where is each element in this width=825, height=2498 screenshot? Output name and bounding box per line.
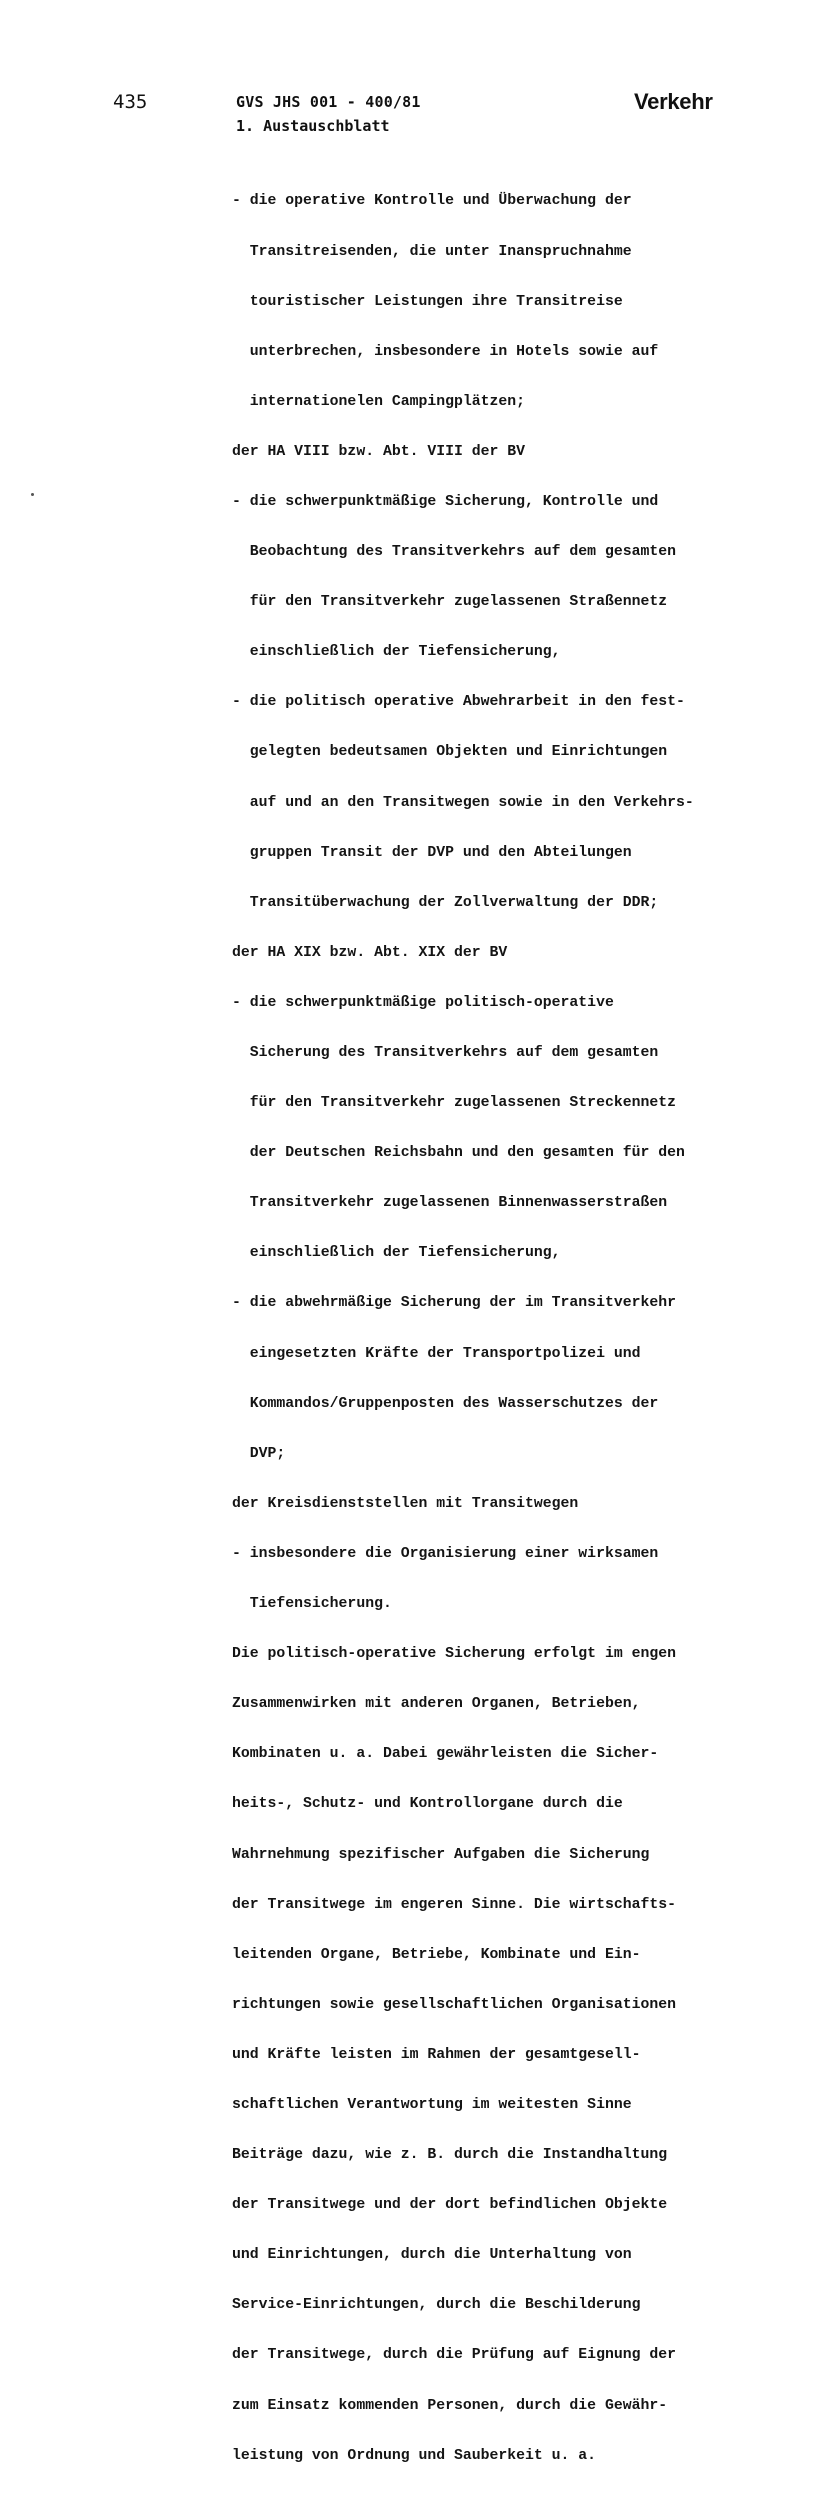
text-line: gelegten bedeutsamen Objekten und Einrichtungen: [232, 744, 668, 761]
text-line: einschließlich der Tiefensicherung,: [232, 1245, 561, 1262]
text-line: Wahrnehmung spezifischer Aufgaben die Sicherung: [232, 1846, 650, 1863]
text-line: Beiträge dazu, wie z. B. durch die Instandhaltung: [232, 2147, 668, 2164]
text-line: - die abwehrmäßige Sicherung der im Transitverkehr: [232, 1295, 676, 1312]
text-line: und Kräfte leisten im Rahmen der gesamtgesell-: [232, 2046, 641, 2063]
text-line: unterbrechen, insbesondere in Hotels sowie auf: [232, 343, 659, 360]
text-line: schaftlichen Verantwortung im weitesten Sinne: [232, 2096, 632, 2113]
text-line: Zusammenwirken mit anderen Organen, Betrieben,: [232, 1696, 641, 1713]
text-line: - die schwerpunktmäßige Sicherung, Kontrolle und: [232, 493, 659, 510]
text-line: der Deutschen Reichsbahn und den gesamten für den: [232, 1145, 685, 1162]
text-line: für den Transitverkehr zugelassenen Straßennetz: [232, 594, 668, 611]
text-line: für den Transitverkehr zugelassenen Streckennetz: [232, 1095, 676, 1112]
text-line: gruppen Transit der DVP und den Abteilungen: [232, 844, 632, 861]
text-line: der HA VIII bzw. Abt. VIII der BV: [232, 443, 526, 460]
text-line: - die schwerpunktmäßige politisch-operative: [232, 994, 614, 1011]
text-line: Sicherung des Transitverkehrs auf dem gesamten: [232, 1045, 659, 1061]
text-line: Beobachtung des Transitverkehrs auf dem gesamten: [232, 544, 676, 561]
text-line: der HA XIX bzw. Abt. XIX der BV: [232, 944, 508, 961]
text-line: Kombinaten u. a. Dabei gewährleisten die Sicher-: [232, 1746, 659, 1763]
sheet-label: 1. Austauschblatt: [236, 117, 390, 135]
text-line: touristischer Leistungen ihre Transitreise: [232, 293, 623, 310]
text-line: Die politisch-operative Sicherung erfolgt im engen: [232, 1646, 676, 1663]
text-line: internationelen Campingplätzen;: [232, 393, 526, 410]
section-title: Verkehr: [634, 89, 713, 114]
text-line: heits-, Schutz- und Kontrollorgane durch die: [232, 1796, 623, 1813]
text-line: und Einrichtungen, durch die Unterhaltung von: [232, 2247, 632, 2264]
text-line: - die operative Kontrolle und Überwachung der: [232, 193, 632, 210]
text-line: auf und an den Transitwegen sowie in den Verkehrs-: [232, 794, 694, 811]
text-line: Tiefensicherung.: [232, 1596, 392, 1613]
text-line: DVP;: [232, 1445, 286, 1462]
text-line: Service-Einrichtungen, durch die Beschilderung: [232, 2297, 641, 2314]
page-number: 435: [113, 91, 148, 113]
text-line: der Transitwege, durch die Prüfung auf Eignung der: [232, 2347, 676, 2364]
text-line: zum Einsatz kommenden Personen, durch die Gewähr-: [232, 2397, 668, 2414]
text-line: der Kreisdienststellen mit Transitwegen: [232, 1495, 579, 1512]
body-text: [0, 160, 694, 2498]
text-line: - die politisch operative Abwehrarbeit in den fest-: [232, 694, 685, 711]
text-line: einschließlich der Tiefensicherung,: [232, 644, 561, 661]
text-line: Transitreisenden, die unter Inanspruchnahme: [232, 243, 632, 260]
text-line: - insbesondere die Organisierung einer wirksamen: [232, 1545, 659, 1562]
text-line: eingesetzten Kräfte der Transportpolizei und: [232, 1345, 641, 1362]
text-line: der Transitwege und der dort befindlichen Objekte: [232, 2197, 668, 2214]
document-reference: GVS JHS 001 - 400/81: [236, 93, 421, 111]
text-line: leistung von Ordnung und Sauberkeit u. a.: [232, 2447, 597, 2464]
text-line: der Transitwege im engeren Sinne. Die wirtschafts-: [232, 1896, 676, 1913]
text-line: Kommandos/Gruppenposten des Wasserschutzes der: [232, 1395, 659, 1412]
text-line: richtungen sowie gesellschaftlichen Organisationen: [232, 1996, 676, 2013]
text-line: leitenden Organe, Betriebe, Kombinate und Ein-: [232, 1946, 641, 1963]
text-line: Transitverkehr zugelassenen Binnenwasserstraßen: [232, 1195, 668, 1212]
text-line: Transitüberwachung der Zollverwaltung der DDR;: [232, 894, 659, 911]
scan-speck: [31, 493, 34, 496]
